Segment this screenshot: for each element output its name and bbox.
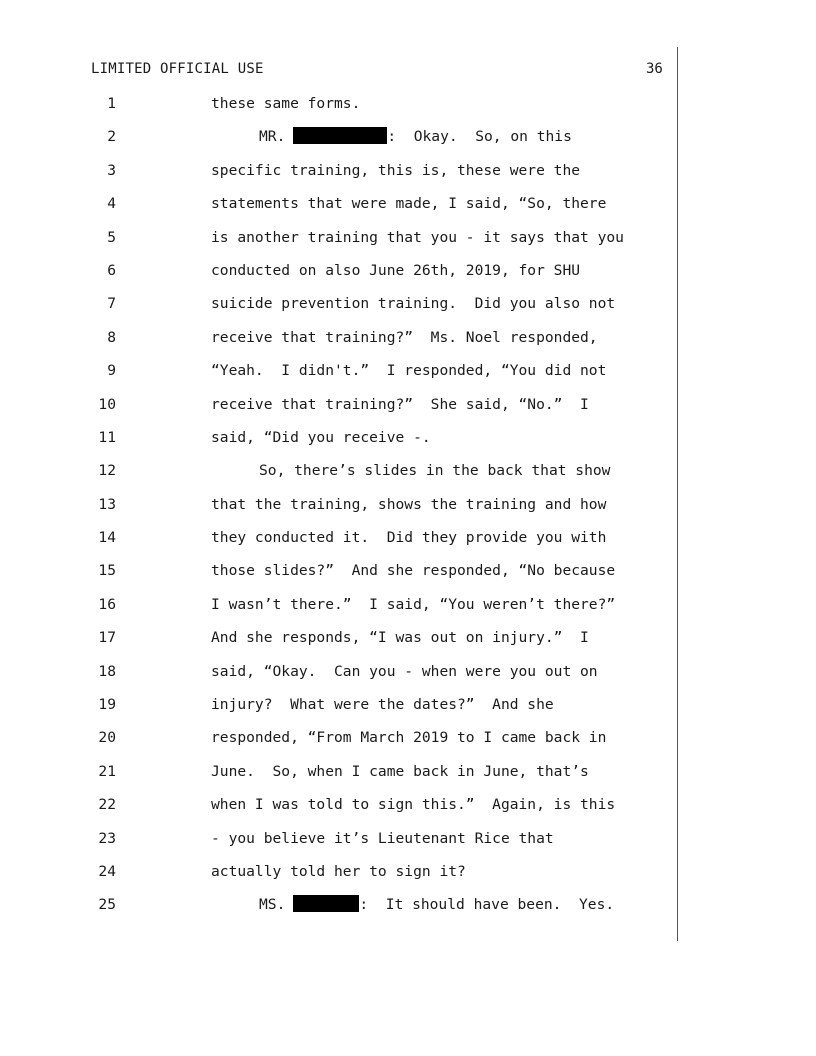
line-text: “Yeah. I didn't.” I responded, “You did not: [211, 362, 607, 380]
line-text: receive that training?” Ms. Noel responded,: [211, 328, 598, 346]
header-classification: LIMITED OFFICIAL USE: [91, 61, 264, 77]
line-text: responded, “From March 2019 to I came back in: [211, 729, 607, 747]
transcript-line: [0, 526, 816, 559]
line-number: 13: [98, 495, 116, 513]
transcript-line: [0, 92, 816, 125]
line-text: - you believe it’s Lieutenant Rice that: [211, 829, 554, 847]
line-number: 14: [98, 529, 116, 547]
line-text: And she responds, “I was out on injury.” I: [211, 629, 589, 647]
transcript-line: [0, 159, 816, 192]
line-text: conducted on also June 26th, 2019, for SHU: [211, 261, 581, 279]
line-number: 22: [98, 796, 116, 814]
transcript-line: [0, 793, 816, 826]
transcript-line: [0, 860, 816, 893]
line-number: 2: [107, 128, 116, 146]
transcript-line: [0, 359, 816, 392]
line-text: : Okay. So, on this: [387, 128, 572, 146]
line-text: said, “Okay. Can you - when were you out on: [211, 662, 598, 680]
line-text: that the training, shows the training and how: [211, 495, 607, 513]
line-number: 12: [98, 462, 116, 480]
line-text: actually told her to sign it?: [211, 862, 466, 880]
line-number: 8: [107, 328, 116, 346]
transcript-line: [0, 660, 816, 693]
transcript-line: [0, 226, 816, 259]
line-text: those slides?” And she responded, “No because: [211, 562, 616, 580]
transcript-line: [0, 459, 816, 492]
line-number: 9: [107, 362, 116, 380]
line-text: when I was told to sign this.” Again, is this: [211, 796, 616, 814]
transcript-line: [0, 259, 816, 292]
line-number: 4: [107, 195, 116, 213]
line-number: 17: [98, 629, 116, 647]
line-text: injury? What were the dates?” And she: [211, 696, 554, 714]
transcript-body: [0, 92, 816, 927]
line-number: 16: [98, 595, 116, 613]
line-text: : It should have been. Yes.: [359, 896, 615, 914]
page-number: 36: [646, 61, 663, 77]
line-text: statements that were made, I said, “So, there: [211, 195, 607, 213]
transcript-line: [0, 760, 816, 793]
line-text: June. So, when I came back in June, that’s: [211, 762, 589, 780]
line-number: 11: [98, 428, 116, 446]
line-number: 24: [98, 862, 116, 880]
line-number: 7: [107, 295, 116, 313]
line-number: 15: [98, 562, 116, 580]
line-number: 5: [107, 228, 116, 246]
speaker-line: [259, 125, 572, 149]
line-number: 20: [98, 729, 116, 747]
line-text: they conducted it. Did they provide you with: [211, 529, 607, 547]
line-number: 18: [98, 662, 116, 680]
transcript-line: [0, 326, 816, 359]
line-text: receive that training?” She said, “No.” I: [211, 395, 589, 413]
line-text: specific training, this is, these were the: [211, 161, 581, 179]
line-number: 25: [98, 896, 116, 914]
line-text: said, “Did you receive -.: [211, 428, 431, 446]
transcript-line: [0, 559, 816, 592]
speaker-title: MR.: [259, 128, 286, 146]
transcript-line: [0, 593, 816, 626]
speaker-title: MS.: [259, 896, 286, 914]
transcript-line: [0, 626, 816, 659]
transcript-line: [0, 426, 816, 459]
speaker-line: [259, 893, 614, 917]
transcript-line: [0, 125, 816, 158]
transcript-line: [0, 893, 816, 926]
line-number: 3: [107, 161, 116, 179]
line-number: 1: [107, 95, 116, 112]
line-text: suicide prevention training. Did you also not: [211, 295, 616, 313]
transcript-line: [0, 827, 816, 860]
line-number: 6: [107, 261, 116, 279]
transcript-line: [0, 726, 816, 759]
line-number: 19: [98, 696, 116, 714]
line-text: So, there’s slides in the back that show: [259, 462, 611, 480]
redaction-bar: [293, 895, 359, 912]
line-number: 21: [98, 762, 116, 780]
redaction-bar: [293, 127, 387, 144]
transcript-line: [0, 693, 816, 726]
transcript-line: [0, 493, 816, 526]
line-text: is another training that you - it says that you: [211, 228, 624, 246]
line-text: I wasn’t there.” I said, “You weren’t there?”: [211, 595, 616, 613]
transcript-line: [0, 192, 816, 225]
transcript-line: [0, 393, 816, 426]
line-number: 23: [98, 829, 116, 847]
line-number: 10: [98, 395, 116, 413]
line-text: these same forms.: [211, 95, 361, 112]
transcript-line: [0, 292, 816, 325]
